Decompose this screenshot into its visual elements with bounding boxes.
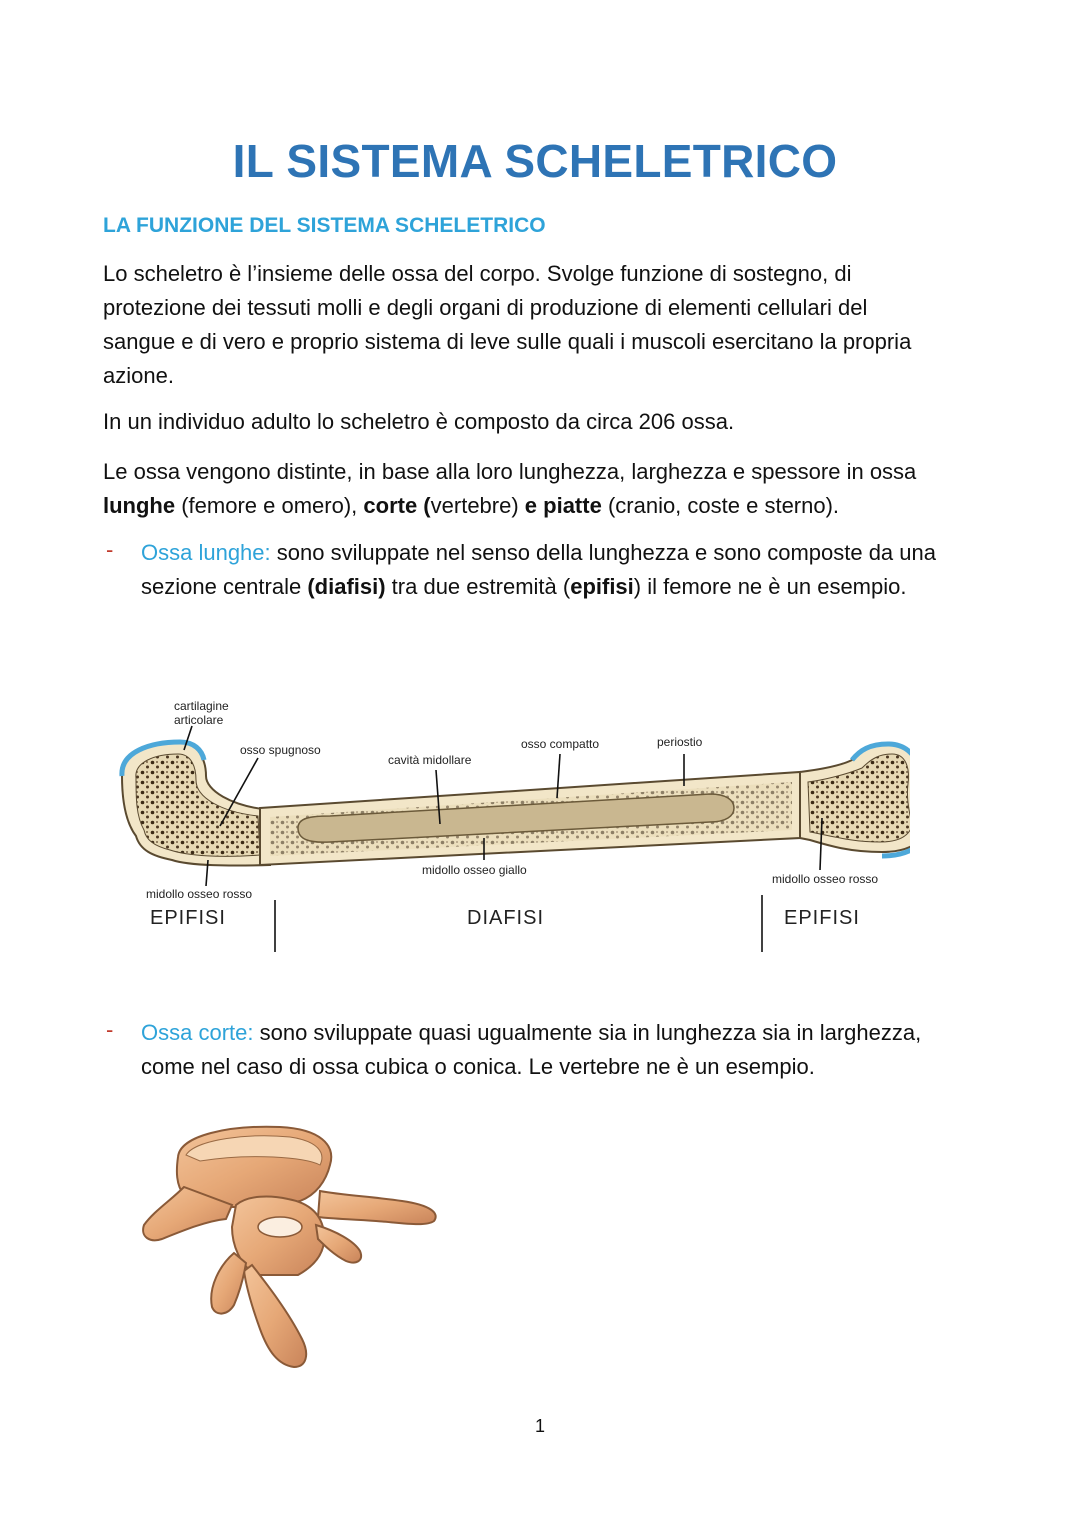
bullet-dash: - <box>106 537 114 562</box>
paragraph-line: Le ossa vengono distinte, in base alla loro lunghezza, larghezza e spessore in ossa <box>103 459 917 484</box>
paragraph-count: In un individuo adulto lo scheletro è composto da circa 206 ossa. <box>103 409 735 434</box>
bullet-label: Ossa corte: <box>141 1020 254 1045</box>
page-number: 1 <box>534 1416 545 1436</box>
label-periostio: periostio <box>657 735 703 749</box>
label-osso-compatto: osso compatto <box>521 737 600 751</box>
bullet-ossa-lunghe: Ossa lunghe: sono sviluppate nel senso della lunghezza e sono composte da una sezione centrale (diafisi) tra due estremità (epifisi) il femore ne è un esempio. <box>141 540 936 599</box>
bullet-dash: - <box>106 1017 114 1042</box>
paragraph-line: Lo scheletro è l’insieme delle ossa del corpo. Svolge funzione di sostegno, di <box>103 261 852 286</box>
label-cartilagine: cartilagine <box>174 699 229 713</box>
label-diafisi: DIAFISI <box>467 907 545 929</box>
label-articolare: articolare <box>174 713 224 727</box>
femur-illustration <box>122 742 910 865</box>
paragraph-types <box>103 455 983 523</box>
label-midollo-rosso-right: midollo osseo rosso <box>772 872 879 886</box>
paragraph-line: azione. <box>103 363 174 388</box>
label-epifisi-right: EPIFISI <box>784 907 860 929</box>
paragraph-line: protezione dei tessuti molli e degli organi di produzione di elementi cellulari del <box>103 295 868 320</box>
term-corte: corte ( <box>363 493 431 518</box>
term-piatte: e piatte <box>524 493 602 518</box>
label-midollo-rosso-left: midollo osseo rosso <box>146 887 253 901</box>
label-epifisi-left: EPIFISI <box>150 907 226 929</box>
label-midollo-giallo: midollo osseo giallo <box>422 863 527 877</box>
bullet-label: Ossa lunghe: <box>141 540 271 565</box>
vertebra-illustration <box>140 1115 442 1375</box>
label-osso-spugnoso: osso spugnoso <box>240 743 321 757</box>
term-lunghe: lunghe <box>103 493 176 518</box>
page-title: IL SISTEMA SCHELETRICO <box>232 135 838 187</box>
long-bone-diagram <box>110 690 910 960</box>
paragraph-line: sangue e di vero e proprio sistema di leve sulle quali i muscoli esercitano la propria <box>103 329 912 354</box>
section-heading: LA FUNZIONE DEL SISTEMA SCHELETRICO <box>103 214 546 237</box>
paragraph-line: lunghe (femore e omero), corte (vertebre) e piatte (cranio, coste e sterno). <box>103 493 840 518</box>
paragraph-intro <box>103 257 983 393</box>
bullet-ossa-corte: Ossa corte: sono sviluppate quasi ugualmente sia in lunghezza sia in larghezza, come nel caso di ossa cubica o conica. Le vertebre ne è un esempio. <box>141 1020 922 1079</box>
label-cavita-midollare: cavità midollare <box>388 753 472 767</box>
